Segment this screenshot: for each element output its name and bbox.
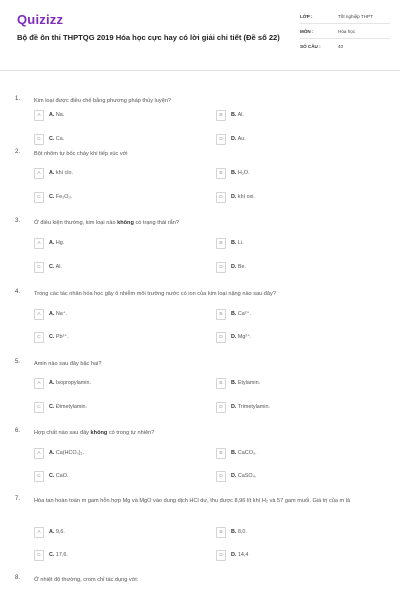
option-box[interactable]: D <box>216 550 226 561</box>
option-letter: C. <box>49 473 55 479</box>
option-d[interactable] <box>216 191 255 203</box>
meta-key: SỐ CÂU : <box>300 44 321 49</box>
option-letter: B. <box>231 112 237 118</box>
meta-value: Hóa học <box>338 28 356 34</box>
option-text: Pb²⁺. <box>55 334 69 340</box>
question-text: Bột nhôm tự bốc cháy khi tiếp xúc với <box>34 151 128 157</box>
option-letter: B. <box>231 240 237 246</box>
option-letter: A. <box>49 311 55 317</box>
option-c[interactable] <box>34 133 64 145</box>
question-text: Amin nào sau đây bậc hai? <box>34 361 102 367</box>
option-b[interactable] <box>216 308 251 320</box>
option-box[interactable]: D <box>216 402 226 413</box>
option-box[interactable]: B <box>216 168 226 179</box>
option-b[interactable] <box>216 237 244 249</box>
option-a[interactable] <box>34 237 64 249</box>
option-text: 8,0. <box>237 529 247 535</box>
question-number: 4. <box>15 289 21 295</box>
option-text: Ca(HCO₃)₂. <box>55 450 85 456</box>
option-text: Al. <box>237 112 244 118</box>
option-text: Au. <box>237 136 246 142</box>
option-text: H₂O. <box>237 170 250 176</box>
option-letter: A. <box>49 112 55 118</box>
option-text: Trimetylamin. <box>237 404 270 410</box>
option-text: khí oxi. <box>237 194 255 200</box>
option-d[interactable] <box>216 133 246 145</box>
option-b[interactable] <box>216 109 244 121</box>
meta-row-count <box>300 39 390 54</box>
meta-key: MÔN : <box>300 28 314 34</box>
question-text: Hòa tan hoàn toàn m gam hỗn hợp Mg và MgO vào dung dịch HCl dư, thu được 8,96 lít khí H₂ và 57 gam muối. Giá trị của m là <box>34 498 351 504</box>
option-a[interactable] <box>34 308 67 320</box>
option-c[interactable] <box>34 191 72 203</box>
option-text: Ca²⁺. <box>237 311 251 317</box>
option-text: Fe₂O₃. <box>55 194 73 200</box>
option-c[interactable] <box>34 261 62 273</box>
option-letter: B. <box>231 311 237 317</box>
option-a[interactable] <box>34 167 73 179</box>
question-text: Kim loại được điều chế bằng phương pháp thủy luyện? <box>34 98 172 104</box>
option-box[interactable]: D <box>216 471 226 482</box>
option-letter: B. <box>231 380 237 386</box>
worksheet-header <box>0 0 400 68</box>
option-text: Mg²⁺. <box>237 334 252 340</box>
option-letter: C. <box>49 194 55 200</box>
option-box[interactable]: B <box>216 527 226 538</box>
question-number: 3. <box>15 218 21 224</box>
option-d[interactable] <box>216 261 246 273</box>
option-box[interactable]: A <box>34 168 44 179</box>
option-letter: A. <box>49 450 55 456</box>
option-text: Li. <box>237 240 244 246</box>
question-number: 1. <box>15 96 21 102</box>
option-letter: C. <box>49 264 55 270</box>
question-text: Trong các tác nhân hóa học gây ô nhiễm môi trường nước có ion của kim loại nặng nào sau đây? <box>34 291 276 297</box>
option-text: 14,4 <box>237 552 249 558</box>
option-box[interactable]: C <box>34 402 44 413</box>
option-letter: C. <box>49 404 55 410</box>
option-box[interactable]: D <box>216 192 226 203</box>
option-letter: A. <box>49 240 55 246</box>
option-a[interactable] <box>34 526 65 538</box>
question-text: Hợp chất nào sau đây không có trong tự nhiên? <box>34 430 155 436</box>
option-text: Na. <box>55 112 65 118</box>
option-text: Isopropylamin. <box>55 380 91 386</box>
option-box[interactable]: C <box>34 471 44 482</box>
option-text: Ca. <box>55 136 65 142</box>
question-number: 2. <box>15 149 21 155</box>
meta-key: LỚP : <box>300 13 313 19</box>
option-box[interactable]: A <box>34 378 44 389</box>
option-box[interactable]: C <box>34 192 44 203</box>
option-box[interactable]: D <box>216 134 226 145</box>
meta-row-subject <box>300 24 390 39</box>
option-letter: A. <box>49 170 55 176</box>
option-text: Na⁺. <box>55 311 68 317</box>
question-number: 8. <box>15 575 21 581</box>
option-box[interactable]: B <box>216 110 226 121</box>
option-letter: A. <box>49 380 55 386</box>
option-box[interactable]: A <box>34 309 44 320</box>
option-box[interactable]: A <box>34 110 44 121</box>
meta-value: Tốt nghiệp THPT <box>338 13 373 19</box>
option-text: CaSO₄. <box>237 473 257 479</box>
option-box[interactable]: D <box>216 262 226 273</box>
option-letter: D. <box>231 264 237 270</box>
option-c[interactable] <box>34 331 69 343</box>
option-letter: D. <box>231 404 237 410</box>
option-box[interactable]: A <box>34 238 44 249</box>
option-a[interactable] <box>34 447 84 459</box>
option-box[interactable]: A <box>34 448 44 459</box>
option-text: Etylamin. <box>237 380 261 386</box>
option-c[interactable] <box>34 470 69 482</box>
option-text: 17,6. <box>55 552 68 558</box>
option-c[interactable] <box>34 549 68 561</box>
option-b[interactable] <box>216 447 257 459</box>
question-number: 5. <box>15 359 21 365</box>
header-divider <box>0 70 400 71</box>
option-c[interactable] <box>34 401 87 413</box>
option-d[interactable] <box>216 549 248 561</box>
option-text: Be. <box>237 264 246 270</box>
worksheet-title: Bộ đề ôn thi THPTQG 2019 Hóa học cực hay có lời giải chi tiết (Đề số 22) <box>17 33 280 42</box>
question-text: Ở nhiệt độ thường, crom chỉ tác dụng với: <box>34 577 139 583</box>
option-text: khí clo. <box>55 170 73 176</box>
option-text: Hg. <box>55 240 65 246</box>
option-letter: B. <box>231 170 237 176</box>
option-b[interactable] <box>216 167 250 179</box>
option-text: Al. <box>55 264 62 270</box>
option-letter: C. <box>49 136 55 142</box>
quizizz-logo: Quizizz <box>17 12 64 27</box>
option-letter: D. <box>231 194 237 200</box>
option-box[interactable]: C <box>34 332 44 343</box>
option-d[interactable] <box>216 401 270 413</box>
option-a[interactable] <box>34 109 64 121</box>
option-box[interactable]: B <box>216 378 226 389</box>
option-letter: D. <box>231 334 237 340</box>
option-box[interactable]: D <box>216 332 226 343</box>
option-d[interactable] <box>216 470 256 482</box>
option-letter: D. <box>231 136 237 142</box>
option-a[interactable] <box>34 377 91 389</box>
question-text: Ở điều kiện thường, kim loại nào không có trạng thái rắn? <box>34 220 179 226</box>
question-number: 7. <box>15 496 21 502</box>
option-letter: A. <box>49 529 55 535</box>
option-b[interactable] <box>216 377 260 389</box>
option-d[interactable] <box>216 331 252 343</box>
option-box[interactable]: B <box>216 309 226 320</box>
question-number: 6. <box>15 428 21 434</box>
option-text: CaCO₃. <box>237 450 257 456</box>
option-letter: D. <box>231 552 237 558</box>
option-text: CaO. <box>55 473 69 479</box>
option-text: Đimetylamin. <box>55 404 88 410</box>
option-letter: D. <box>231 473 237 479</box>
meta-value: 40 <box>338 44 344 49</box>
option-box[interactable]: B <box>216 238 226 249</box>
meta-row-class <box>300 9 390 24</box>
option-letter: B. <box>231 450 237 456</box>
option-letter: C. <box>49 552 55 558</box>
option-b[interactable] <box>216 526 247 538</box>
meta-table <box>300 9 390 54</box>
option-letter: B. <box>231 529 237 535</box>
option-text: 9,6. <box>55 529 65 535</box>
option-box[interactable]: C <box>34 134 44 145</box>
option-letter: C. <box>49 334 55 340</box>
option-box[interactable]: B <box>216 448 226 459</box>
option-box[interactable]: C <box>34 262 44 273</box>
option-box[interactable]: A <box>34 527 44 538</box>
option-box[interactable]: C <box>34 550 44 561</box>
